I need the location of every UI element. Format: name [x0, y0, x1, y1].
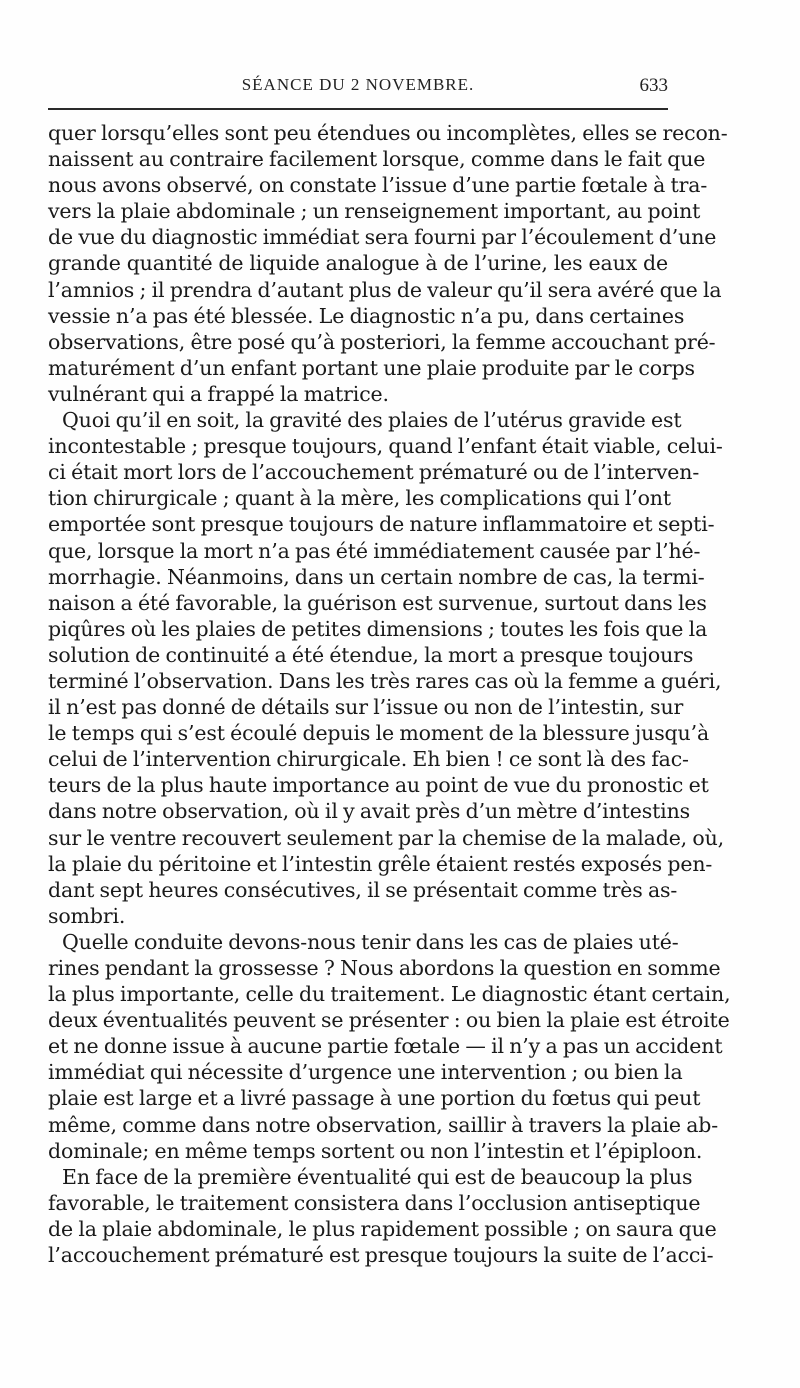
text-line: deux éventualités peuvent se présenter : ou bien la plaie est étroite — [48, 1008, 730, 1033]
header-rule — [48, 108, 668, 110]
text-line: immédiat qui nécessite d’urgence une intervention ; ou bien la — [48, 1060, 683, 1085]
page-number: 633 — [639, 75, 668, 96]
text-line: maturément d’un enfant portant une plaie produite par le corps — [48, 355, 695, 380]
text-line: même, comme dans notre observation, saillir à travers la plaie ab- — [48, 1112, 719, 1137]
text-line: celui de l’intervention chirurgicale. Eh bien ! ce sont là des fac- — [48, 747, 689, 772]
text-line: ci était mort lors de l’accouchement prématuré ou de l’interven- — [48, 460, 700, 485]
text-line: dant sept heures consécutives, il se présentait comme très as- — [48, 877, 678, 902]
text-line: il n’est pas donné de détails sur l’issue ou non de l’intestin, sur — [48, 695, 684, 720]
text-line: nous avons observé, on constate l’issue d’une partie fœtale à tra- — [48, 173, 708, 198]
text-line: Quelle conduite devons-nous tenir dans les cas de plaies uté- — [62, 929, 679, 954]
text-line: dominale; en même temps sortent ou non l’intestin et l’épiploon. — [48, 1138, 703, 1163]
text-line: de vue du diagnostic immédiat sera fourni par l’écoulement d’une — [48, 225, 717, 250]
text-line: naissent au contraire facilement lorsque, comme dans le fait que — [48, 147, 706, 172]
text-line: la plaie du péritoine et l’intestin grêle étaient restés exposés pen- — [48, 851, 713, 876]
text-line: de la plaie abdominale, le plus rapidement possible ; on saura que — [48, 1216, 717, 1241]
text-line: observations, être posé qu’à posteriori, la femme accouchant pré- — [48, 329, 716, 354]
text-line: rines pendant la grossesse ? Nous abordons la question en somme — [48, 956, 721, 980]
body-text — [48, 120, 731, 1268]
text-line: incontestable ; presque toujours, quand l’enfant était viable, celui- — [48, 434, 723, 459]
text-line: solution de continuité a été étendue, la mort a presque toujours — [48, 642, 694, 667]
text-line: vulnérant qui a frappé la matrice. — [48, 381, 389, 406]
running-head — [48, 73, 668, 99]
text-line: quer lorsqu’elles sont peu étendues ou incomplètes, elles se recon- — [48, 121, 728, 145]
text-line: En face de la première éventualité qui est de beaucoup la plus — [62, 1164, 693, 1189]
text-line: l’accouchement prématuré est presque toujours la suite de l’acci- — [48, 1243, 714, 1268]
text-line: que, lorsque la mort n’a pas été immédiatement causée par l’hé- — [48, 538, 701, 563]
text-line: vers la plaie abdominale ; un renseignement important, au point — [48, 199, 701, 224]
text-line: emportée sont presque toujours de nature inflammatoire et septi- — [48, 512, 715, 537]
running-title: SÉANCE DU 2 NOVEMBRE. — [241, 75, 475, 94]
text-line: grande quantité de liquide analogue à de l’urine, les eaux de — [48, 251, 668, 276]
text-line: favorable, le traitement consistera dans l’occlusion antiseptique — [48, 1190, 701, 1215]
text-line: sombri. — [48, 903, 126, 928]
text-line: Quoi qu’il en soit, la gravité des plaies de l’utérus gravide est — [62, 408, 682, 433]
text-line: dans notre observation, où il y avait près d’un mètre d’intestins — [48, 799, 690, 824]
text-line: sur le ventre recouvert seulement par la chemise de la malade, où, — [48, 825, 725, 850]
text-line: le temps qui s’est écoulé depuis le moment de la blessure jusqu’à — [48, 721, 710, 746]
text-line: l’amnios ; il prendra d’autant plus de valeur qu’il sera avéré que la — [48, 277, 722, 302]
text-line: morrhagie. Néanmoins, dans un certain nombre de cas, la termi- — [48, 564, 705, 589]
text-line: vessie n’a pas été blessée. Le diagnostic n’a pu, dans certaines — [48, 303, 685, 328]
text-line: tion chirurgicale ; quant à la mère, les complications qui l’ont — [48, 486, 671, 511]
text-line: plaie est large et a livré passage à une portion du fœtus qui peut — [48, 1086, 701, 1111]
text-line: naison a été favorable, la guérison est survenue, surtout dans les — [48, 590, 707, 615]
text-line: et ne donne issue à aucune partie fœtale — il n’y a pas un accident — [48, 1034, 723, 1059]
text-line: la plus importante, celle du traitement. Le diagnostic étant certain, — [48, 982, 731, 1007]
text-line: teurs de la plus haute importance au point de vue du pronostic et — [48, 773, 709, 798]
text-line: terminé l’observation. Dans les très rares cas où la femme a guéri, — [48, 668, 722, 693]
text-line: piqûres où les plaies de petites dimensions ; toutes les fois que la — [48, 616, 708, 641]
